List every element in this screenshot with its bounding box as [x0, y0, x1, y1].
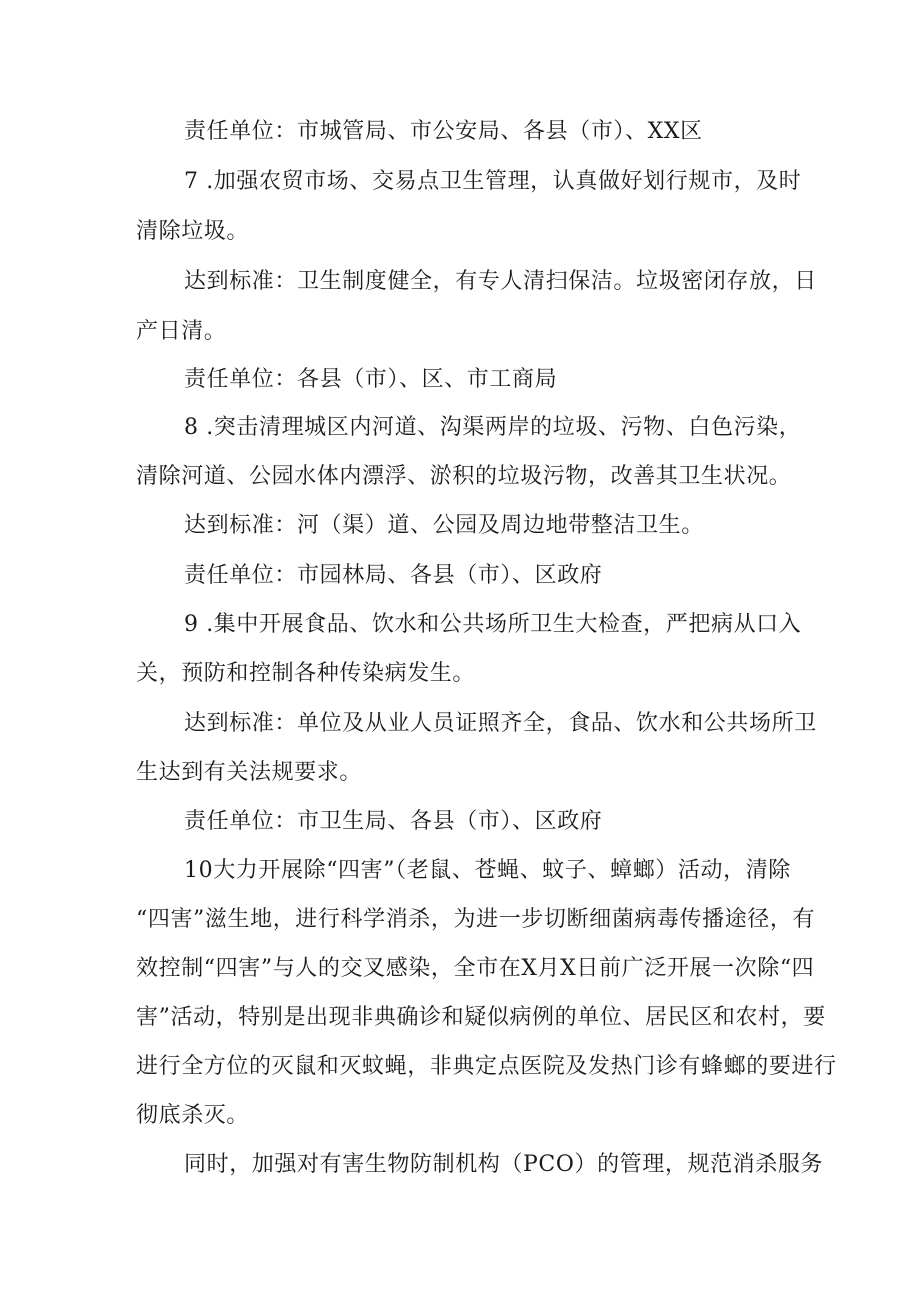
item-9-line-2: 关，预防和控制各种传染病发生。	[136, 661, 476, 686]
item-10-line-6: 彻底杀灭。	[136, 1103, 250, 1128]
item-8-line-2: 清除河道、公园水体内漂浮、淤积的垃圾污物，改善其卫生状况。	[136, 464, 792, 489]
item-10-line-3: 效控制“四害”与人的交叉感染，全市在X月X日前广泛开展一次除“四	[136, 956, 815, 981]
responsible-units-line-7: 责任单位：各县（市）、区、市工商局	[184, 367, 558, 392]
standard-9-line-2: 生达到有关法规要求。	[136, 760, 363, 785]
responsible-units-line-9: 责任单位：市卫生局、各县（市）、区政府	[184, 809, 603, 834]
item-10-line-4: 害”活动，特别是出现非典确诊和疑似病例的单位、居民区和农村，要	[136, 1005, 826, 1030]
item-10-line-5: 进行全方位的灭鼠和灭蚊蝇，非典定点医院及发热门诊有蜂螂的要进行	[136, 1054, 837, 1079]
item-7-line-2: 清除垃圾。	[136, 219, 250, 244]
standard-7-line-2: 产日清。	[136, 319, 227, 344]
item-7-line-1: 7 .加强农贸市场、交易点卫生管理，认真做好划行规市，及时	[184, 169, 802, 194]
item-9-line-1: 9 .集中开展食品、饮水和公共场所卫生大检查，严把病从口入	[184, 612, 802, 637]
item-10-line-1: 10大力开展除“四害”（老鼠、苍蝇、蚊子、蟑螂）活动，清除	[184, 858, 791, 883]
item-10-line-2: “四害”滋生地，进行科学消杀，为进一步切断细菌病毒传播途径，有	[136, 907, 816, 932]
pco-management-line-1: 同时，加强对有害生物防制机构（PCO）的管理，规范消杀服务	[184, 1152, 824, 1177]
responsible-units-line-6: 责任单位：市城管局、市公安局、各县（市）、XX区	[184, 119, 703, 144]
responsible-units-line-8: 责任单位：市园林局、各县（市）、区政府	[184, 563, 603, 588]
standard-7-line-1: 达到标准：卫生制度健全，有专人清扫保洁。垃圾密闭存放，日	[184, 269, 817, 294]
standard-9-line-1: 达到标准：单位及从业人员证照齐全，食品、饮水和公共场所卫	[184, 711, 817, 736]
item-8-line-1: 8 .突击清理城区内河道、沟渠两岸的垃圾、污物、白色污染，	[184, 415, 802, 440]
standard-8-line-1: 达到标准：河（渠）道、公园及周边地带整洁卫生。	[184, 513, 704, 538]
